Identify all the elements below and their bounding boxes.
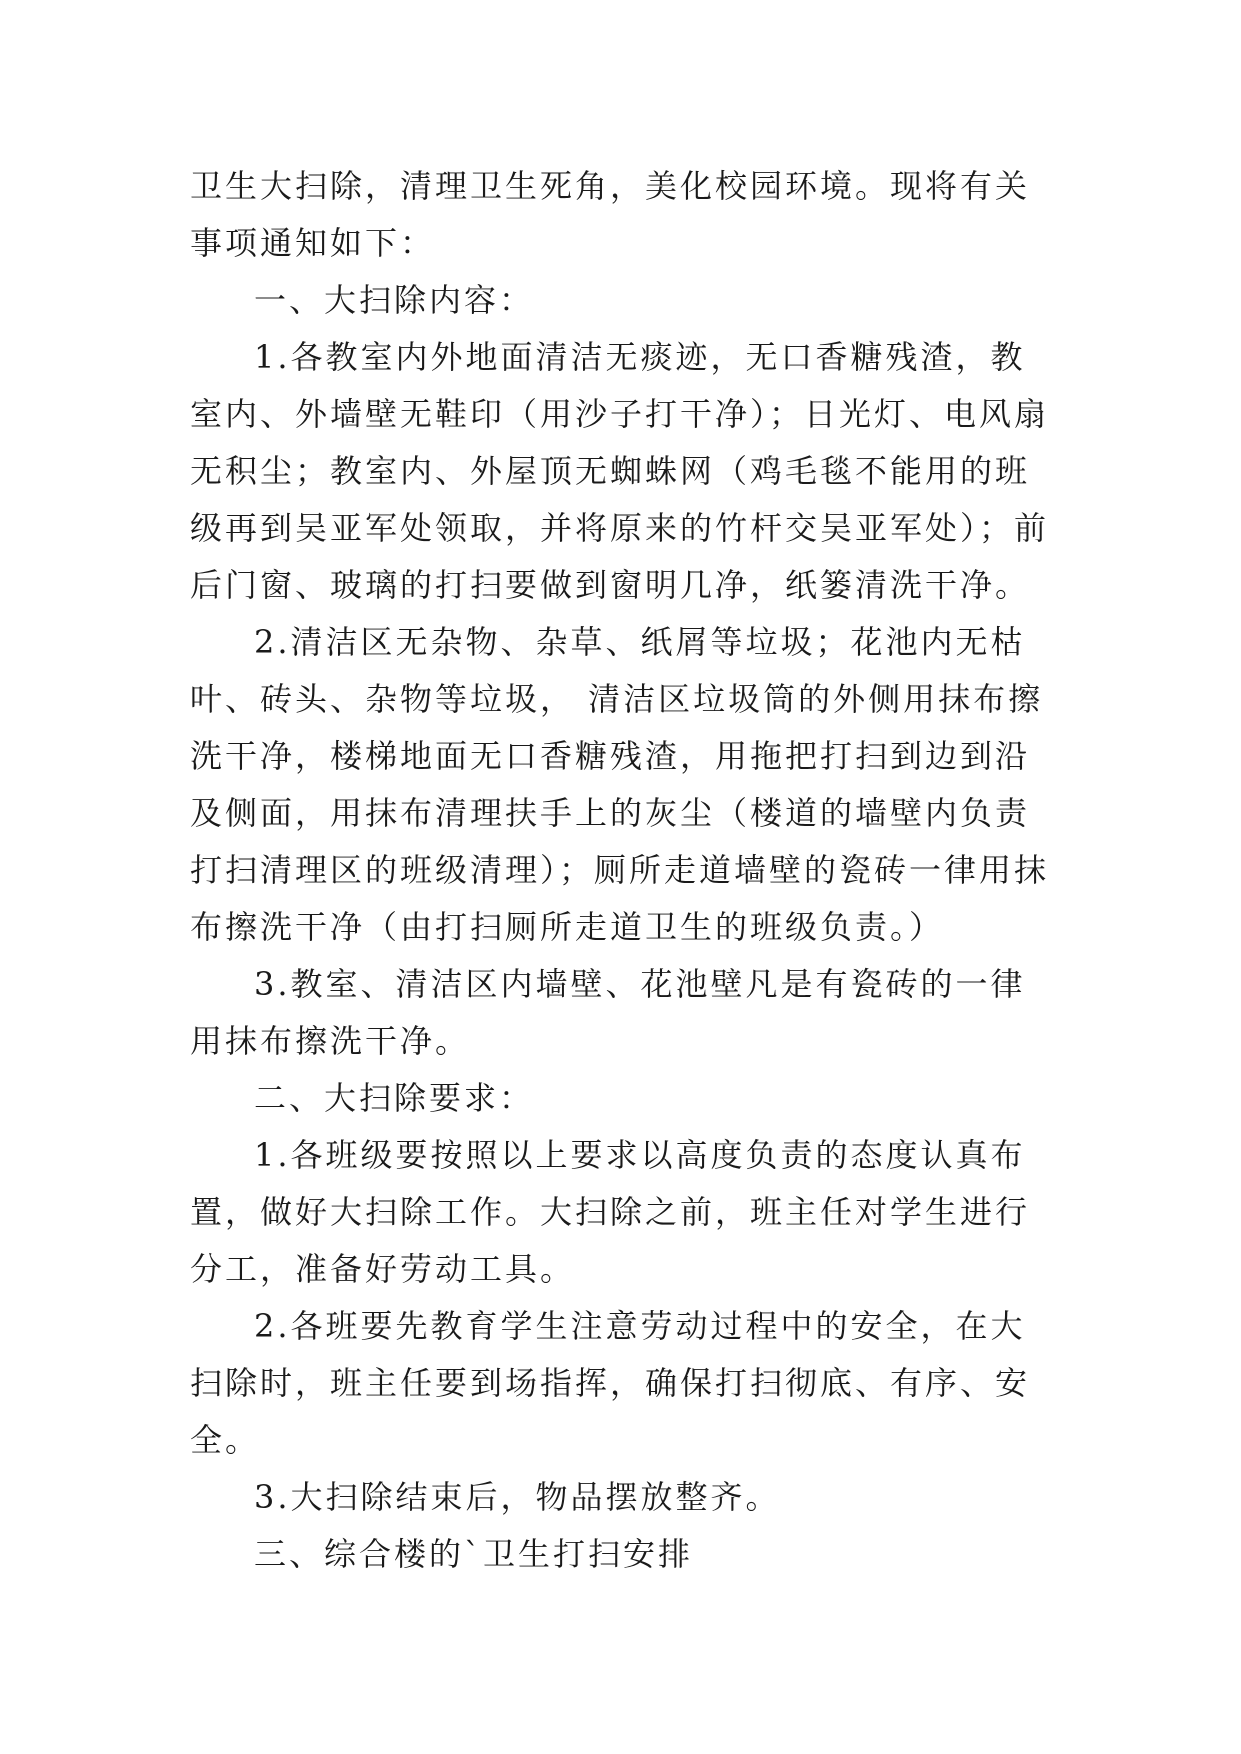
paragraph-item-1-2: 2.清洁区无杂物、杂草、纸屑等垃圾；花池内无枯叶、砖头、杂物等垃圾， 清洁区垃圾筒的外侧用抹布擦洗干净，楼梯地面无口香糖残渣，用拖把打扫到边到沿及侧面，用抹布清理扶手上的灰尘（楼道的墙壁内负责打扫清理区的班级清理）；厕所走道墙壁的瓷砖一律用抹布擦洗干净（由打扫厕所走道卫生的班级负责。） (190, 623, 1050, 946)
document-body (190, 158, 1060, 1583)
paragraph-item-1-1: 1.各教室内外地面清洁无痰迹，无口香糖残渣，教室内、外墙壁无鞋印（用沙子打干净）；日光灯、电风扇无积尘；教室内、外屋顶无蜘蛛网（鸡毛毯不能用的班级再到吴亚军处领取，并将原来的竹杆交吴亚军处）；前后门窗、玻璃的打扫要做到窗明几净，纸篓清洗干净。 (190, 338, 1050, 604)
paragraph-item-2-1: 1.各班级要按照以上要求以高度负责的态度认真布置，做好大扫除工作。大扫除之前，班主任对学生进行分工，准备好劳动工具。 (190, 1136, 1031, 1288)
heading-section-1: 一、大扫除内容： (254, 281, 535, 319)
heading-section-2: 二、大扫除要求： (254, 1079, 535, 1117)
paragraph-intro: 卫生大扫除，清理卫生死角，美化校园环境。现将有关事项通知如下： (190, 167, 1031, 262)
paragraph-item-2-3: 3.大扫除结束后，物品摆放整齐。 (254, 1478, 781, 1516)
heading-section-3: 三、综合楼的`卫生打扫安排 (254, 1535, 694, 1573)
paragraph-item-2-2: 2.各班要先教育学生注意劳动过程中的安全，在大扫除时，班主任要到场指挥，确保打扫彻底、有序、安全。 (190, 1307, 1031, 1459)
paragraph-item-1-3: 3.教室、清洁区内墙壁、花池壁凡是有瓷砖的一律用抹布擦洗干净。 (190, 965, 1026, 1060)
